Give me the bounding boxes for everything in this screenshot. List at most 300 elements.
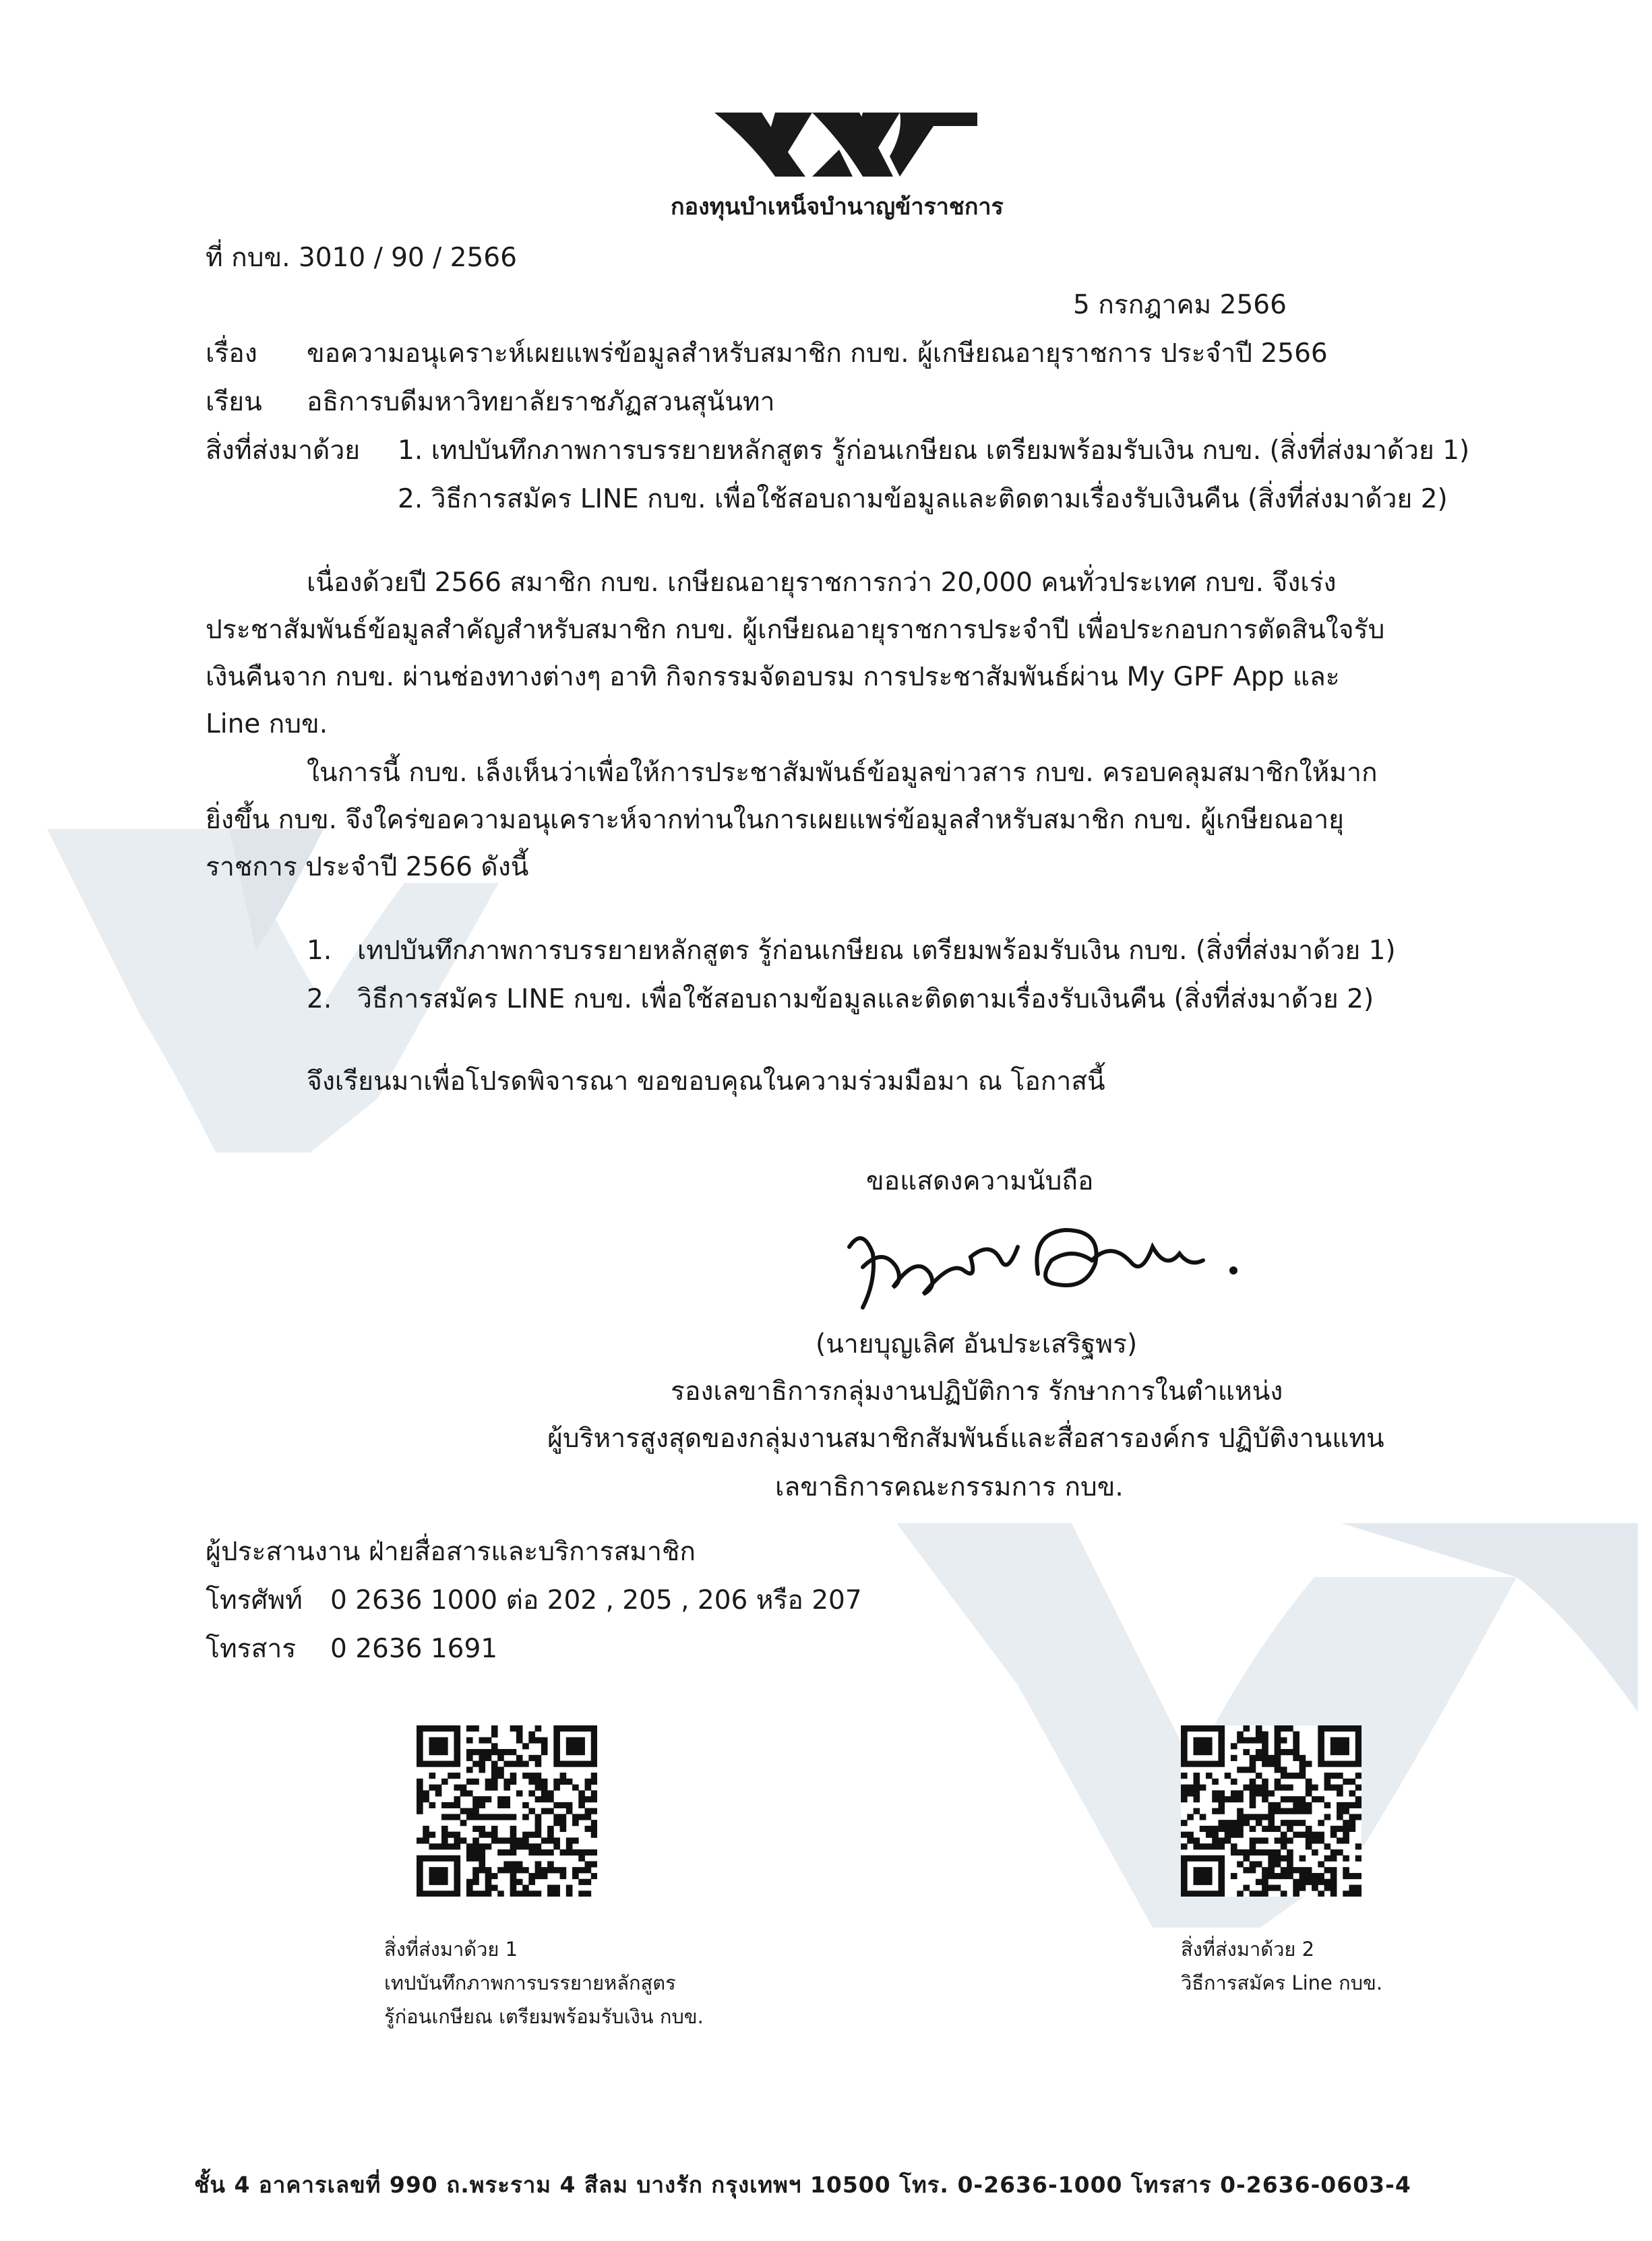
qr-module (1262, 1743, 1268, 1749)
qr-module (1330, 1826, 1337, 1832)
qr-module (1181, 1855, 1188, 1862)
body-p1-line2: ประชาสัมพันธ์ข้อมูลสำคัญสำหรับสมาชิก กบข. ผู้เกษียณอายุราชการประจำปี เพื่อประกอบการตัดสินใจรับ (206, 615, 1385, 645)
qr-module (1355, 1773, 1362, 1779)
qr-module (528, 1779, 535, 1785)
qr-module (441, 1879, 448, 1885)
qr-module (591, 1731, 597, 1738)
qr-module (566, 1891, 573, 1897)
reference-number: ที่ กบข. 3010 / 90 / 2566 (206, 243, 517, 273)
qr-module (435, 1867, 442, 1873)
qr-module (1355, 1802, 1362, 1808)
qr-module (1187, 1855, 1194, 1862)
qr-module (553, 1802, 560, 1808)
qr-module (429, 1785, 435, 1791)
qr-module (553, 1743, 560, 1749)
qr-module (1275, 1779, 1281, 1785)
qr-module (435, 1855, 442, 1862)
qr-module (1306, 1826, 1312, 1832)
qr-module (541, 1808, 548, 1814)
qr-module (497, 1773, 504, 1779)
qr-module (1330, 1785, 1337, 1791)
body-p2-line3: ราชการ ประจำปี 2566 ดังนี้ (206, 852, 529, 882)
qr-module (1181, 1891, 1188, 1897)
qr-module (1324, 1855, 1331, 1862)
qr-module (497, 1891, 504, 1897)
qr-module (435, 1879, 442, 1885)
qr-module (417, 1779, 423, 1785)
qr-module (1187, 1891, 1194, 1897)
qr-module (1218, 1837, 1225, 1843)
qr-module (503, 1785, 510, 1791)
qr-module (585, 1725, 592, 1731)
qr-module (454, 1743, 460, 1749)
fax-number: 0 2636 1691 (330, 1634, 498, 1664)
qr-module (485, 1796, 492, 1802)
qr-module (503, 1814, 510, 1820)
qr-module (578, 1855, 585, 1862)
qr-module (497, 1849, 504, 1855)
qr-module (1218, 1725, 1225, 1731)
qr-module (417, 1884, 423, 1891)
qr-module (441, 1826, 448, 1832)
qr-module (466, 1879, 473, 1885)
qr-module (1262, 1814, 1268, 1820)
qr-module (535, 1814, 542, 1820)
qr-module (479, 1796, 485, 1802)
qr-module (466, 1755, 473, 1761)
qr-module (1218, 1749, 1225, 1755)
qr-module (1349, 1802, 1356, 1808)
qr-module (1330, 1738, 1337, 1744)
qr-module (429, 1843, 435, 1849)
qr-module (1268, 1814, 1275, 1820)
qr-module (466, 1843, 473, 1849)
qr-module (503, 1867, 510, 1873)
qr-module (553, 1738, 560, 1744)
qr-module (472, 1855, 479, 1862)
qr-module (1293, 1773, 1299, 1779)
qr-module (553, 1731, 560, 1738)
qr-module (1312, 1884, 1318, 1891)
qr-module (1306, 1779, 1312, 1785)
qr-module (566, 1738, 573, 1744)
qr-module (1231, 1820, 1237, 1826)
qr-module (1337, 1808, 1343, 1814)
qr-module (516, 1891, 523, 1897)
qr-module (547, 1837, 554, 1843)
qr-module (1231, 1873, 1237, 1879)
qr-module (491, 1826, 498, 1832)
qr-module (1200, 1743, 1206, 1749)
qr-module (1268, 1790, 1275, 1796)
qr-module (535, 1785, 542, 1791)
qr-module (485, 1814, 492, 1820)
qr-module (547, 1861, 554, 1867)
qr-module (553, 1749, 560, 1755)
qr-module (1231, 1826, 1237, 1832)
qr-module (435, 1873, 442, 1879)
qr-module (1299, 1802, 1306, 1808)
qr-module (516, 1738, 523, 1744)
qr-module (1275, 1785, 1281, 1791)
qr-module (1250, 1761, 1256, 1767)
qr-module (417, 1755, 423, 1761)
qr-module (510, 1879, 517, 1885)
qr-module (448, 1843, 454, 1849)
qr-module (1181, 1867, 1188, 1873)
qr-module (541, 1743, 548, 1749)
qr-module (528, 1879, 535, 1885)
qr-module (1262, 1738, 1268, 1744)
qr-module (435, 1785, 442, 1791)
qr-module (1293, 1832, 1299, 1838)
qr-module (491, 1832, 498, 1838)
qr-module (448, 1891, 454, 1897)
qr-module (535, 1755, 542, 1761)
qr-module (454, 1879, 460, 1885)
qr-module (572, 1785, 579, 1791)
qr-module (578, 1891, 585, 1897)
qr-module (1275, 1873, 1281, 1879)
qr-module (585, 1785, 592, 1791)
qr-module (1355, 1743, 1362, 1749)
qr-module (1262, 1755, 1268, 1761)
qr-module (1299, 1767, 1306, 1773)
qr-module (560, 1814, 567, 1820)
qr-module (1250, 1843, 1256, 1849)
qr-module (1200, 1749, 1206, 1755)
qr-module (491, 1725, 498, 1731)
qr-module (1212, 1832, 1219, 1838)
qr-module (541, 1837, 548, 1843)
qr-module (1330, 1867, 1337, 1873)
qr-module (585, 1891, 592, 1897)
qr-module (1355, 1873, 1362, 1879)
qr-module (479, 1755, 485, 1761)
qr-module (1318, 1749, 1324, 1755)
qr-module (435, 1725, 442, 1731)
qr-module (472, 1873, 479, 1879)
qr-module (423, 1855, 429, 1862)
qr-module (1275, 1861, 1281, 1867)
qr-module (1330, 1849, 1337, 1855)
qr-module (1218, 1861, 1225, 1867)
qr-module (448, 1773, 454, 1779)
qr-module (503, 1802, 510, 1808)
qr-module (1299, 1832, 1306, 1838)
qr-module (1299, 1808, 1306, 1814)
qr-module (454, 1761, 460, 1767)
qr-module (1330, 1891, 1337, 1897)
qr-module (1268, 1755, 1275, 1761)
qr-module (1281, 1891, 1287, 1897)
qr-module (1181, 1820, 1188, 1826)
qr-module (1268, 1861, 1275, 1867)
qr-module (479, 1843, 485, 1849)
qr-module (423, 1837, 429, 1843)
qr-module (1218, 1761, 1225, 1767)
qr-module (566, 1749, 573, 1755)
qr-module (560, 1826, 567, 1832)
qr-module (1318, 1738, 1324, 1744)
qr-module (1324, 1884, 1331, 1891)
qr-module (1330, 1749, 1337, 1755)
signatory-title-2: ผู้บริหารสูงสุดของกลุ่มงานสมาชิกสัมพันธ์และสื่อสารองค์กร ปฏิบัติงานแทน (547, 1423, 1384, 1454)
qr-module (1324, 1867, 1331, 1873)
qr-module (566, 1849, 573, 1855)
list-item-2-number: 2. (307, 984, 332, 1014)
qr-module (1212, 1855, 1219, 1862)
qr-module (572, 1749, 579, 1755)
qr-module (1225, 1820, 1231, 1826)
qr-module (535, 1738, 542, 1744)
qr-module (1324, 1785, 1331, 1791)
qr-module (1337, 1837, 1343, 1843)
qr-module (1330, 1855, 1337, 1862)
qr-module (578, 1743, 585, 1749)
qr-module (435, 1790, 442, 1796)
qr-module (466, 1749, 473, 1755)
qr-module (1275, 1855, 1281, 1862)
qr-module (1243, 1767, 1250, 1773)
qr-module (522, 1814, 529, 1820)
qr-module (1193, 1808, 1200, 1814)
qr-module (1287, 1749, 1293, 1755)
qr-module (460, 1790, 467, 1796)
signatory-title-3: เลขาธิการคณะกรรมการ กบข. (775, 1472, 1124, 1502)
qr-module (1268, 1855, 1275, 1862)
qr-module (1337, 1761, 1343, 1767)
qr-module (1187, 1837, 1194, 1843)
qr-module (553, 1837, 560, 1843)
qr-module (479, 1761, 485, 1767)
body-p1-line1: เนื่องด้วยปี 2566 สมาชิก กบข. เกษียณอายุราชการกว่า 20,000 คนทั่วประเทศ กบข. จึงเร่ง (307, 567, 1337, 598)
qr-module (1275, 1837, 1281, 1843)
qr-module (1312, 1796, 1318, 1802)
qr-module (1206, 1738, 1213, 1744)
qr-module (485, 1884, 492, 1891)
qr-module (491, 1743, 498, 1749)
qr-module (510, 1884, 517, 1891)
qr-module (510, 1761, 517, 1767)
qr-module (1324, 1802, 1331, 1808)
qr-module (1299, 1879, 1306, 1885)
qr-module (1287, 1725, 1293, 1731)
qr-module (441, 1743, 448, 1749)
qr-module (485, 1832, 492, 1838)
qr-module (472, 1843, 479, 1849)
attachment-2-caption-line2: วิธีการสมัคร Line กบข. (1181, 1971, 1383, 1994)
qr-module (1343, 1867, 1349, 1873)
qr-module (541, 1738, 548, 1744)
qr-module (522, 1802, 529, 1808)
qr-module (572, 1820, 579, 1826)
qr-module (528, 1843, 535, 1849)
qr-module (1281, 1843, 1287, 1849)
qr-module (1262, 1826, 1268, 1832)
qr-module (460, 1837, 467, 1843)
qr-module (466, 1849, 473, 1855)
qr-module (485, 1891, 492, 1897)
qr-module (1181, 1725, 1188, 1731)
qr-module (1206, 1873, 1213, 1879)
qr-module (1299, 1761, 1306, 1767)
qr-module (454, 1725, 460, 1731)
qr-module (1187, 1832, 1194, 1838)
qr-module (1206, 1773, 1213, 1779)
qr-module (1306, 1790, 1312, 1796)
letter-date: 5 กรกฎาคม 2566 (1073, 290, 1287, 320)
qr-module (1312, 1873, 1318, 1879)
qr-module (491, 1773, 498, 1779)
qr-module (566, 1884, 573, 1891)
qr-module (1193, 1790, 1200, 1796)
qr-module (454, 1884, 460, 1891)
qr-module (1206, 1891, 1213, 1897)
qr-module (1287, 1820, 1293, 1826)
qr-module (1218, 1820, 1225, 1826)
qr-module (1181, 1743, 1188, 1749)
body-p1-line3: เงินคืนจาก กบข. ผ่านช่องทางต่างๆ อาทิ กิจกรรมจัดอบรม การประชาสัมพันธ์ผ่าน My GPF App และ (206, 662, 1340, 692)
qr-module (1206, 1855, 1213, 1862)
qr-module (516, 1843, 523, 1849)
qr-module (1324, 1779, 1331, 1785)
qr-module (429, 1832, 435, 1838)
qr-module (585, 1796, 592, 1802)
subject-label: เรื่อง (206, 338, 257, 369)
qr-module (479, 1749, 485, 1755)
qr-module (1355, 1796, 1362, 1802)
qr-module (1293, 1731, 1299, 1738)
qr-module (1355, 1761, 1362, 1767)
qr-module (1324, 1814, 1331, 1820)
qr-module (1200, 1891, 1206, 1897)
qr-module (1287, 1785, 1293, 1791)
qr-module (479, 1849, 485, 1855)
qr-module (497, 1837, 504, 1843)
qr-module (528, 1832, 535, 1838)
qr-module (591, 1743, 597, 1749)
qr-module (1181, 1731, 1188, 1738)
qr-module (441, 1802, 448, 1808)
qr-module (1337, 1802, 1343, 1808)
qr-module (491, 1731, 498, 1738)
qr-module (1343, 1820, 1349, 1826)
qr-module (1250, 1814, 1256, 1820)
qr-module (1250, 1849, 1256, 1855)
qr-module (1349, 1779, 1356, 1785)
qr-module (454, 1796, 460, 1802)
qr-module (541, 1796, 548, 1802)
qr-module (1262, 1884, 1268, 1891)
qr-module (1287, 1855, 1293, 1862)
qr-module (1200, 1855, 1206, 1862)
qr-module (485, 1843, 492, 1849)
qr-module (535, 1873, 542, 1879)
qr-module (547, 1796, 554, 1802)
qr-module (1306, 1843, 1312, 1849)
qr-module (572, 1738, 579, 1744)
qr-module (1200, 1725, 1206, 1731)
qr-module (1181, 1843, 1188, 1849)
qr-module (1218, 1884, 1225, 1891)
qr-module (417, 1808, 423, 1814)
qr-module (485, 1785, 492, 1791)
qr-module (560, 1873, 567, 1879)
qr-module (435, 1891, 442, 1897)
qr-module (1293, 1749, 1299, 1755)
attachment-1-caption-line1: สิ่งที่ส่งมาด้วย 1 (384, 1938, 518, 1961)
qr-module (1193, 1855, 1200, 1862)
qr-module (510, 1861, 517, 1867)
qr-module (1324, 1725, 1331, 1731)
qr-module (1337, 1749, 1343, 1755)
qr-module (1330, 1884, 1337, 1891)
qr-module (516, 1761, 523, 1767)
qr-module (1275, 1884, 1281, 1891)
qr-module (1256, 1820, 1262, 1826)
qr-module (553, 1779, 560, 1785)
qr-module (522, 1884, 529, 1891)
qr-module (1193, 1761, 1200, 1767)
qr-module (1200, 1814, 1206, 1820)
qr-module (522, 1761, 529, 1767)
qr-module (1193, 1837, 1200, 1843)
qr-module (1318, 1873, 1324, 1879)
qr-module (1343, 1761, 1349, 1767)
qr-module (1212, 1779, 1219, 1785)
qr-module (541, 1749, 548, 1755)
qr-module (1262, 1779, 1268, 1785)
qr-module (491, 1837, 498, 1843)
qr-module (560, 1820, 567, 1826)
qr-module (560, 1761, 567, 1767)
qr-module (516, 1731, 523, 1738)
qr-module (454, 1814, 460, 1820)
qr-module (1206, 1843, 1213, 1849)
qr-module (503, 1837, 510, 1843)
qr-module (510, 1725, 517, 1731)
qr-module (466, 1808, 473, 1814)
qr-module (454, 1855, 460, 1862)
qr-module (585, 1879, 592, 1885)
qr-module (497, 1767, 504, 1773)
qr-module (1262, 1891, 1268, 1897)
qr-module (417, 1761, 423, 1767)
qr-module (1250, 1785, 1256, 1791)
qr-module (485, 1879, 492, 1885)
qr-module (522, 1843, 529, 1849)
qr-module (417, 1891, 423, 1897)
qr-module (572, 1873, 579, 1879)
qr-module (423, 1725, 429, 1731)
qr-module (1250, 1755, 1256, 1761)
qr-module (560, 1773, 567, 1779)
qr-module (1287, 1826, 1293, 1832)
qr-module (423, 1832, 429, 1838)
qr-module (1268, 1849, 1275, 1855)
qr-module (503, 1849, 510, 1855)
qr-module (1206, 1725, 1213, 1731)
qr-module (454, 1773, 460, 1779)
qr-module (472, 1808, 479, 1814)
qr-module (528, 1808, 535, 1814)
qr-module (522, 1891, 529, 1897)
org-name: กองทุนบำเหน็จบำนาญข้าราชการ (671, 193, 1004, 220)
to-label: เรียน (206, 387, 262, 417)
qr-module (497, 1755, 504, 1761)
qr-module (472, 1814, 479, 1820)
